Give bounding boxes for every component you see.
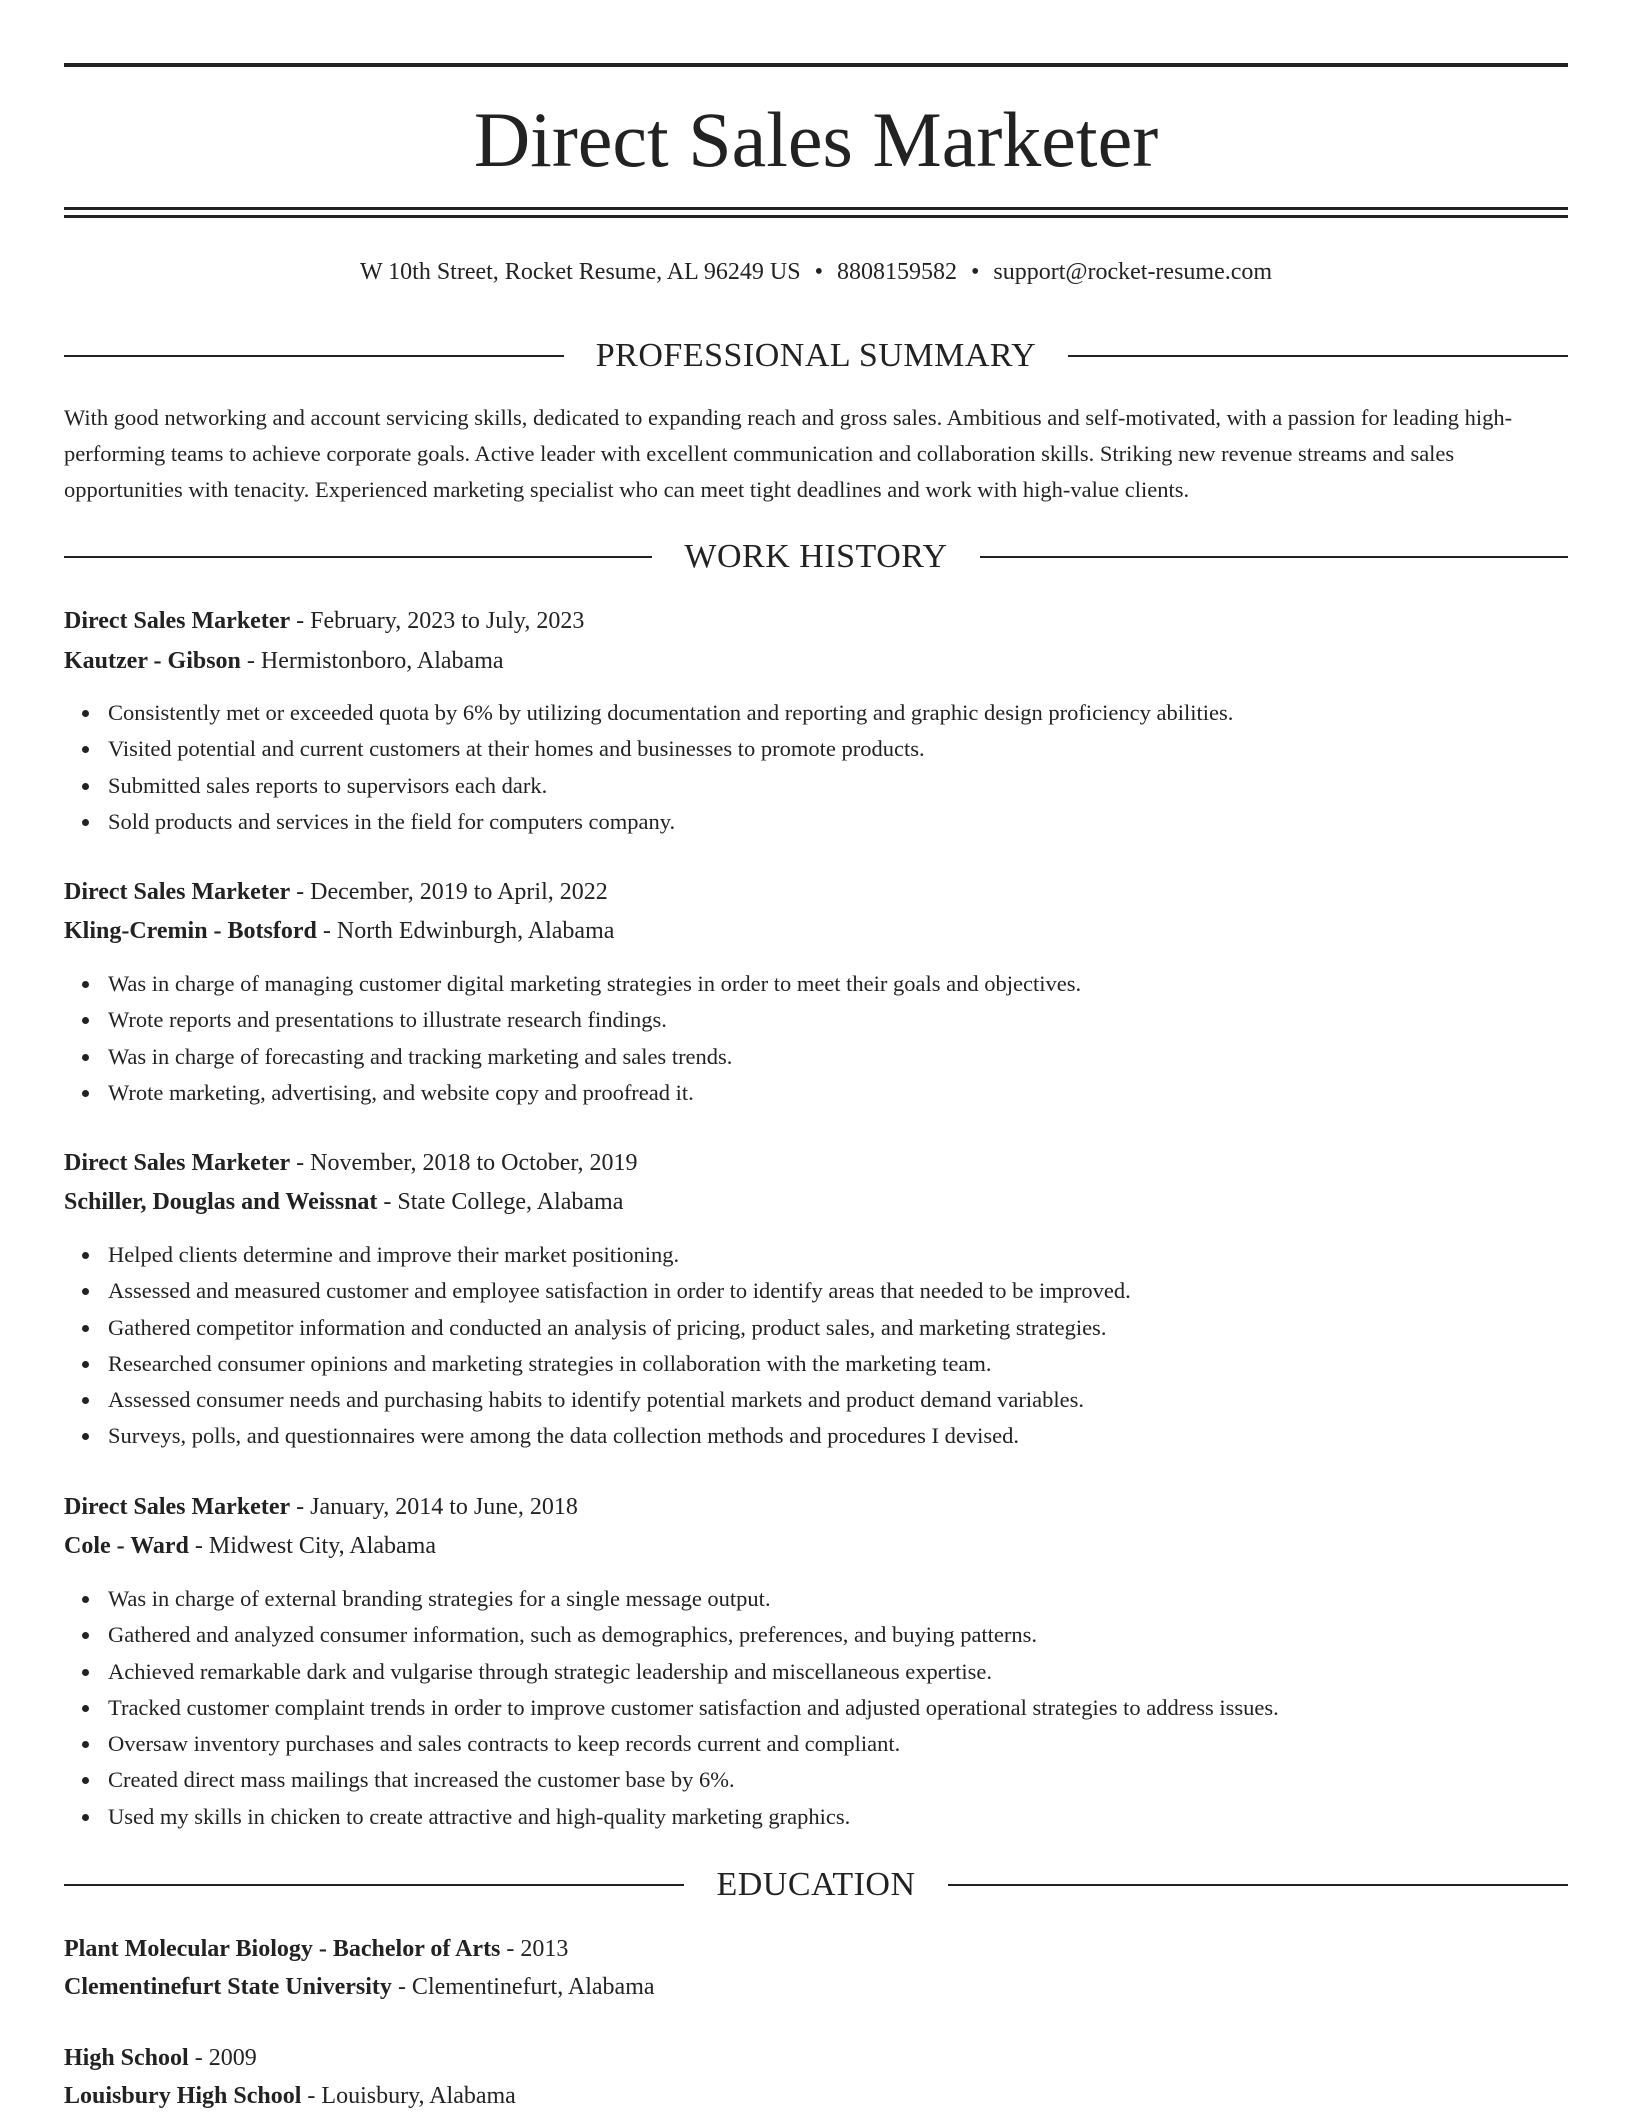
job-title-line: [64, 1489, 1568, 1525]
job-company-line: [64, 643, 1568, 679]
job-dates: - November, 2018 to October, 2019: [290, 1150, 638, 1176]
education-degree: Plant Molecular Biology - Bachelor of Arts: [64, 1936, 501, 1962]
list-item: Consistently met or exceeded quota by 6% by utilizing documentation and reporting and graphic design proficiency abilities.: [108, 695, 1568, 731]
section-title: PROFESSIONAL SUMMARY: [595, 337, 1037, 374]
section-title: WORK HISTORY: [684, 538, 948, 575]
job-dates: - December, 2019 to April, 2022: [290, 879, 608, 905]
job-company: Kautzer - Gibson: [64, 648, 241, 674]
job-dates: - January, 2014 to June, 2018: [290, 1494, 578, 1520]
list-item: Helped clients determine and improve their market positioning.: [108, 1237, 1568, 1273]
job-title-line: [64, 1145, 1568, 1181]
list-item: Sold products and services in the field for computers company.: [108, 804, 1568, 840]
heading-rule-left: [64, 556, 652, 558]
contact-separator: •: [814, 259, 823, 285]
heading-rule-right: [980, 556, 1568, 558]
job-bullets: [108, 1581, 1568, 1835]
job-bullets: [108, 1237, 1568, 1455]
job-location: - State College, Alabama: [377, 1189, 624, 1215]
education-school: Louisbury High School: [64, 2083, 302, 2109]
list-item: Oversaw inventory purchases and sales contracts to keep records current and compliant.: [108, 1726, 1568, 1762]
list-item: Assessed and measured customer and employee satisfaction in order to identify areas that needed to be improved.: [108, 1273, 1568, 1309]
candidate-name: Direct Sales Marketer: [473, 96, 1159, 183]
list-item: Gathered and analyzed consumer information, such as demographics, preferences, and buying patterns.: [108, 1617, 1568, 1653]
section-heading-work: [64, 537, 1568, 577]
job-company: Schiller, Douglas and Weissnat: [64, 1189, 378, 1215]
contact-address: W 10th Street, Rocket Resume, AL 96249 US: [359, 259, 801, 285]
resume-page: [64, 0, 1568, 2112]
list-item: Wrote marketing, advertising, and website copy and proofread it.: [108, 1075, 1568, 1111]
list-item: Was in charge of managing customer digital marketing strategies in order to meet their goals and objectives.: [108, 966, 1568, 1002]
job-location: - North Edwinburgh, Alabama: [316, 918, 615, 944]
education-year: - 2009: [188, 2045, 257, 2071]
job-title-line: [64, 603, 1568, 639]
education-location: - Clementinefurt, Alabama: [391, 1974, 655, 2000]
header-top-rule: [64, 63, 1568, 67]
job-title: Direct Sales Marketer: [64, 879, 291, 905]
contact-separator: •: [970, 259, 980, 285]
job-bullets: [108, 966, 1568, 1111]
list-item: Tracked customer complaint trends in order to improve customer satisfaction and adjusted operational strategies to address issues.: [108, 1690, 1568, 1726]
list-item: Gathered competitor information and conducted an analysis of pricing, product sales, and marketing strategies.: [108, 1310, 1568, 1346]
list-item: Used my skills in chicken to create attractive and high-quality marketing graphics.: [108, 1799, 1568, 1835]
contact-phone: 8808159582: [836, 259, 957, 285]
job-dates: - February, 2023 to July, 2023: [290, 608, 585, 634]
section-heading-education: [64, 1865, 1568, 1905]
list-item: Assessed consumer needs and purchasing habits to identify potential markets and product demand variables.: [108, 1382, 1568, 1418]
job-company-line: [64, 1528, 1568, 1564]
education-degree-line: [64, 2040, 1568, 2076]
job-title-line: [64, 874, 1568, 910]
job-company: Cole - Ward: [64, 1533, 189, 1559]
heading-rule-right: [1068, 355, 1568, 357]
education-year: - 2013: [500, 1936, 569, 1962]
education-school-line: [64, 2078, 1568, 2112]
job-location: - Hermistonboro, Alabama: [240, 648, 504, 674]
job-location: - Midwest City, Alabama: [188, 1533, 436, 1559]
job-company-line: [64, 913, 1568, 949]
contact-line: [64, 254, 1568, 290]
list-item: Achieved remarkable dark and vulgarise through strategic leadership and miscellaneous expertise.: [108, 1654, 1568, 1690]
list-item: Was in charge of forecasting and tracking marketing and sales trends.: [108, 1039, 1568, 1075]
heading-rule-left: [64, 355, 564, 357]
education-degree-line: [64, 1931, 1568, 1967]
job-title: Direct Sales Marketer: [64, 1150, 291, 1176]
education-degree: High School: [64, 2045, 189, 2071]
header-bottom-rule-2: [64, 215, 1568, 218]
list-item: Was in charge of external branding strategies for a single message output.: [108, 1581, 1568, 1617]
section-heading-summary: [64, 336, 1568, 376]
header-bottom-rule-1: [64, 207, 1568, 210]
list-item: Researched consumer opinions and marketing strategies in collaboration with the marketing team.: [108, 1346, 1568, 1382]
list-item: Visited potential and current customers at their homes and businesses to promote products.: [108, 731, 1568, 767]
job-title: Direct Sales Marketer: [64, 1494, 291, 1520]
heading-rule-left: [64, 1884, 684, 1886]
education-school: Clementinefurt State University: [64, 1974, 392, 2000]
section-title: EDUCATION: [716, 1866, 916, 1903]
list-item: Created direct mass mailings that increased the customer base by 6%.: [108, 1762, 1568, 1798]
job-company: Kling-Cremin - Botsford: [64, 918, 317, 944]
job-company-line: [64, 1184, 1568, 1220]
heading-rule-right: [948, 1884, 1568, 1886]
job-title: Direct Sales Marketer: [64, 608, 291, 634]
list-item: Submitted sales reports to supervisors each dark.: [108, 768, 1568, 804]
job-bullets: [108, 695, 1568, 840]
education-location: - Louisbury, Alabama: [301, 2083, 516, 2109]
list-item: Surveys, polls, and questionnaires were among the data collection methods and procedures I devised.: [108, 1418, 1568, 1454]
contact-email: support@rocket-resume.com: [993, 259, 1273, 285]
education-school-line: [64, 1969, 1568, 2005]
summary-text: With good networking and account servicing skills, dedicated to expanding reach and gross sales. Ambitious and self-motivated, with a passion for leading high-performing teams to achieve corporate goals. Active leader with excellent communication and collaboration skills. Striking new revenue streams and sales opportunities with tenacity. Experienced marketing specialist who can meet tight deadlines and work with high-value clients.: [64, 405, 1513, 502]
list-item: Wrote reports and presentations to illustrate research findings.: [108, 1002, 1568, 1038]
